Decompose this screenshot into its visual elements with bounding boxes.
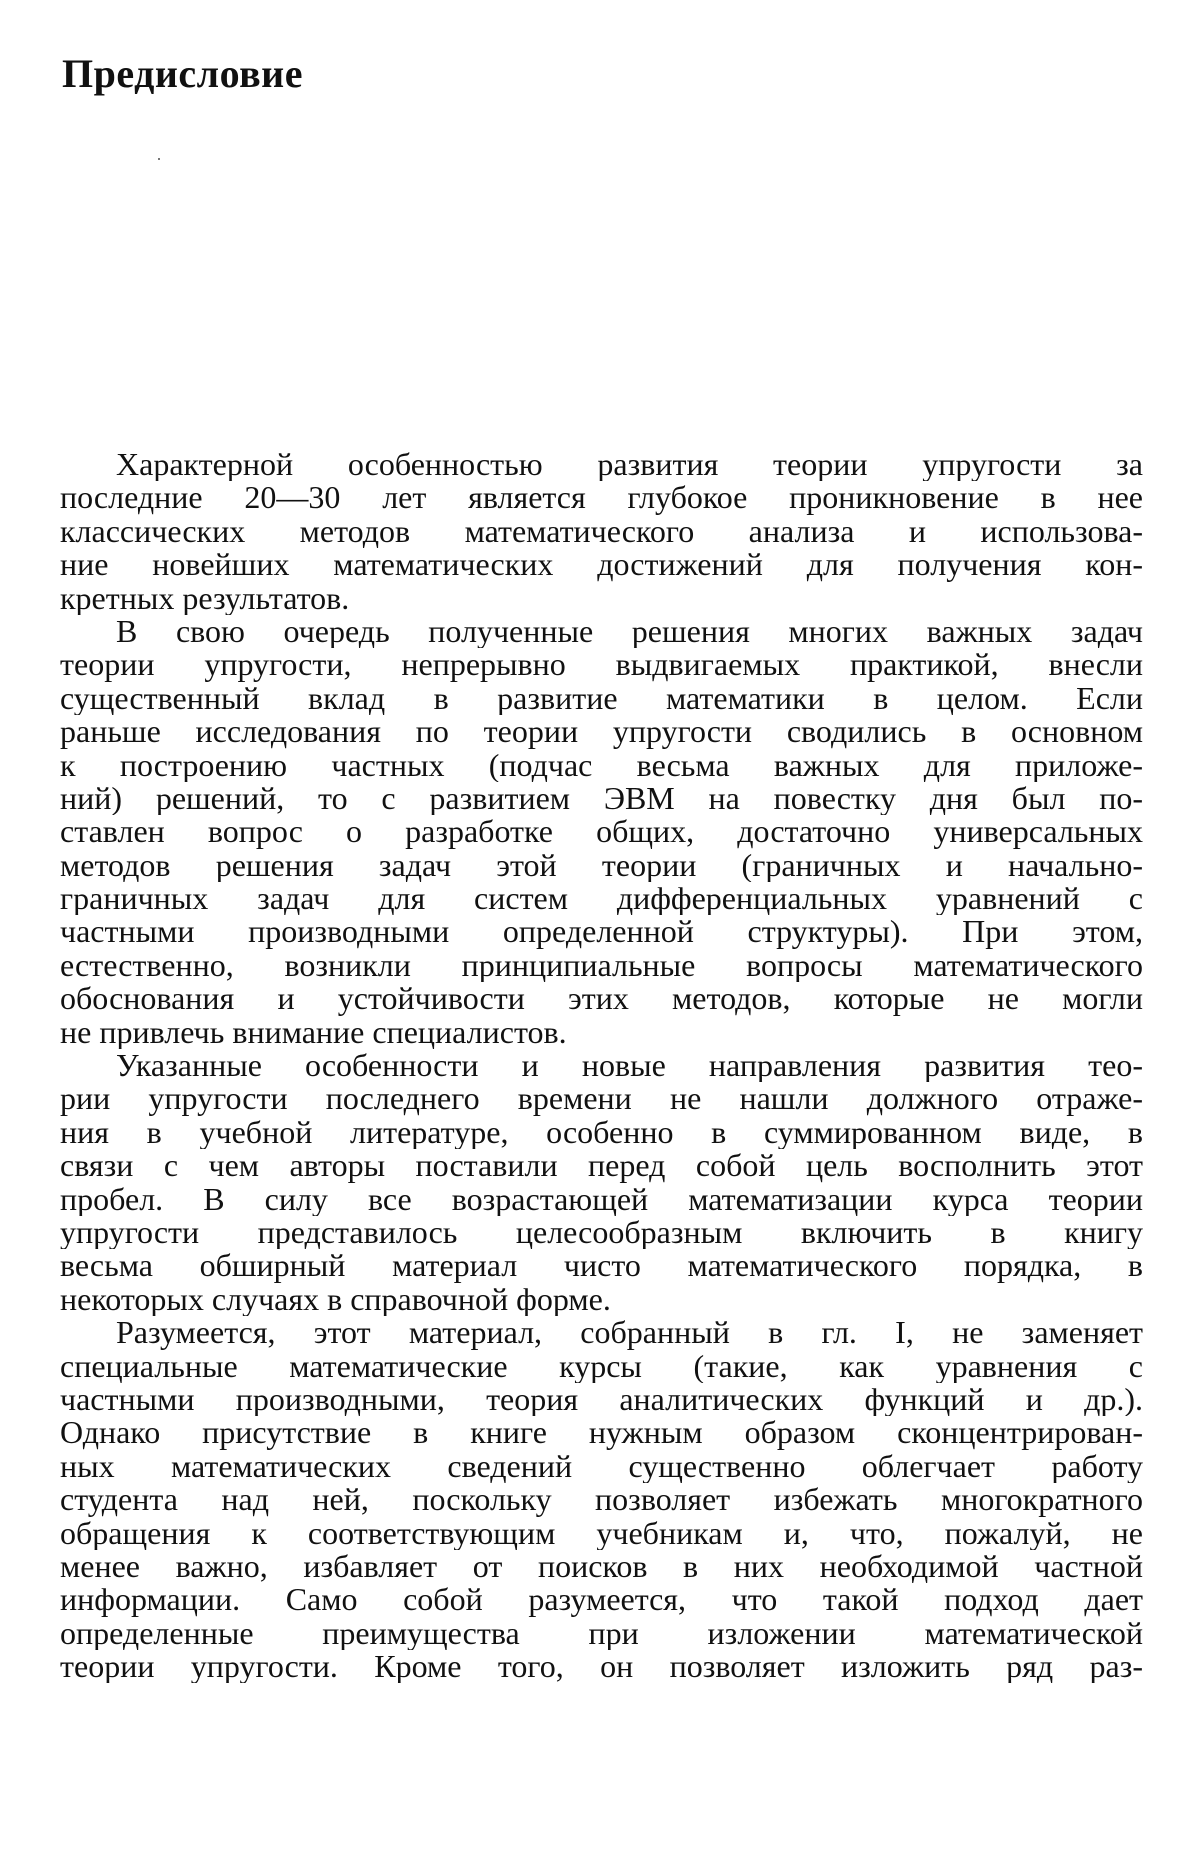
text-line: определенные преимущества при изложении математической (60, 1616, 1143, 1651)
text-line: последние 20—30 лет является глубокое проникновение в нее (60, 481, 1143, 515)
text-line: к построению частных (подчас весьма важных для приложе- (60, 748, 1143, 782)
text-line: упругости представилось целесообразным включить в книгу (60, 1215, 1143, 1250)
text-line: обращения к соответствующим учебникам и, что, пожалуй, не (60, 1516, 1143, 1550)
text-line: частными производными определенной структуры). При этом, (60, 915, 1143, 949)
text-line: В свою очередь полученные решения многих важных задач (116, 614, 1143, 649)
text-line: частными производными, теория аналитических функций и др.). (60, 1382, 1143, 1417)
text-line: классических методов математического анализа и использова- (60, 514, 1143, 549)
text-line: ных математических сведений существенно облегчает работу (60, 1449, 1143, 1484)
text-line: методов решения задач этой теории (граничных и начально- (60, 848, 1143, 883)
speck-mark (158, 158, 160, 160)
text-line: студента над ней, поскольку позволяет избежать многократного (60, 1483, 1143, 1517)
text-line: кретных результатов. (60, 581, 350, 615)
text-line: ставлен вопрос о разработке общих, достаточно универсальных (60, 815, 1143, 849)
text-line: связи с чем авторы поставили перед собой цель восполнить этот (60, 1149, 1143, 1183)
text-line: некоторых случаях в справочной форме. (60, 1282, 611, 1317)
text-line: ние новейших математических достижений для получения кон- (60, 548, 1143, 582)
text-line: Характерной особенностью развития теории упругости за (116, 448, 1143, 482)
text-line: пробел. В силу все возрастающей математизации курса теории (60, 1182, 1143, 1216)
text-line: Указанные особенности и новые направления развития тео- (116, 1049, 1143, 1083)
text-line: информации. Само собой разумеется, что такой подход дает (60, 1583, 1143, 1617)
body-text (60, 448, 1143, 1683)
text-line: существенный вклад в развитие математики в целом. Если (60, 681, 1143, 716)
text-line: раньше исследования по теории упругости сводились в основном (60, 715, 1143, 749)
text-line: теории упругости, непрерывно выдвигаемых практикой, внесли (60, 648, 1143, 682)
text-line: менее важно, избавляет от поисков в них необходимой частной (60, 1549, 1143, 1584)
text-line: ний) решений, то с развитием ЭВМ на повестку дня был по- (60, 781, 1143, 816)
text-line: весьма обширный материал чисто математического порядка, в (60, 1249, 1143, 1283)
text-line: ния в учебной литературе, особенно в суммированном виде, в (60, 1115, 1143, 1150)
text-line: обоснования и устойчивости этих методов, которые не могли (60, 982, 1143, 1016)
text-line: естественно, возникли принципиальные вопросы математического (60, 948, 1143, 983)
text-line: Разумеется, этот материал, собранный в гл. I, не заменяет (116, 1316, 1143, 1350)
text-line: специальные математические курсы (такие, как уравнения с (60, 1349, 1143, 1383)
text-line: рии упругости последнего времени не нашли должного отраже- (60, 1082, 1143, 1116)
page-title: Предисловие (62, 51, 303, 96)
text-line: граничных задач для систем дифференциальных уравнений с (60, 882, 1143, 916)
text-line: не привлечь внимание специалистов. (60, 1015, 567, 1050)
text-line: Однако присутствие в книге нужным образом сконцентрирован- (60, 1416, 1143, 1450)
text-line: теории упругости. Кроме того, он позволяет изложить ряд раз- (60, 1650, 1143, 1684)
